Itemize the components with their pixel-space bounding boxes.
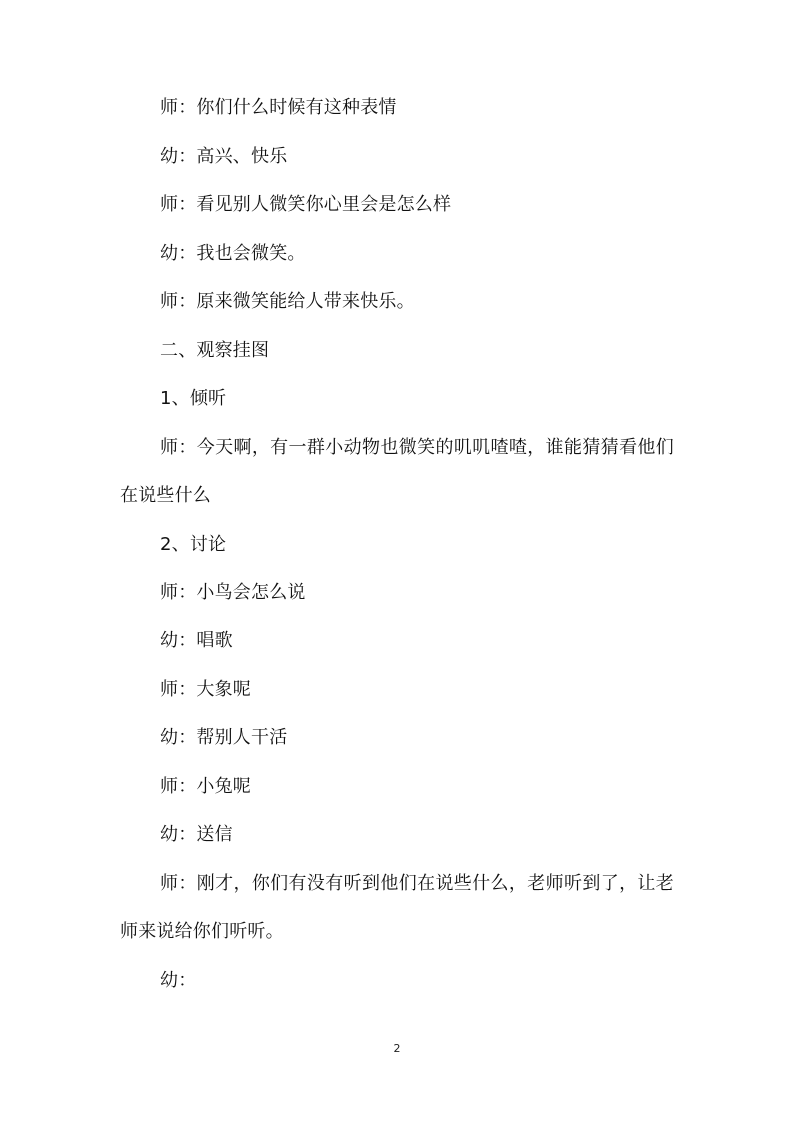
section-heading: 二、观察挂图: [160, 340, 270, 361]
text-line: 师：原来微笑能给人带来快乐。: [160, 291, 415, 312]
text-line: 师：今天啊，有一群小动物也微笑的叽叽喳喳，谁能猜猜看他们: [160, 437, 674, 458]
text-line: 幼：帮别人干活: [160, 727, 288, 748]
text-line: 师：你们什么时候有这种表情: [160, 97, 397, 118]
text-line: 师：小鸟会怎么说: [160, 582, 306, 603]
text-line: 幼：高兴、快乐: [160, 146, 288, 167]
text-line: 幼：: [160, 970, 197, 991]
text-line: 师来说给你们听听。: [120, 921, 284, 942]
subsection-heading: 1、倾听: [160, 388, 227, 409]
text-line: 幼：我也会微笑。: [160, 243, 306, 264]
text-line: 师：大象呢: [160, 679, 251, 700]
text-line: 师：看见别人微笑你心里会是怎么样: [160, 194, 452, 215]
text-line: 幼：唱歌: [160, 630, 233, 651]
page-number: 2: [393, 1042, 401, 1055]
text-line: 师：小兔呢: [160, 776, 251, 797]
text-line: 在说些什么: [120, 485, 211, 506]
text-line: 师：刚才，你们有没有听到他们在说些什么，老师听到了，让老: [160, 873, 674, 894]
text-line: 幼：送信: [160, 824, 233, 845]
subsection-heading: 2、讨论: [160, 534, 227, 555]
